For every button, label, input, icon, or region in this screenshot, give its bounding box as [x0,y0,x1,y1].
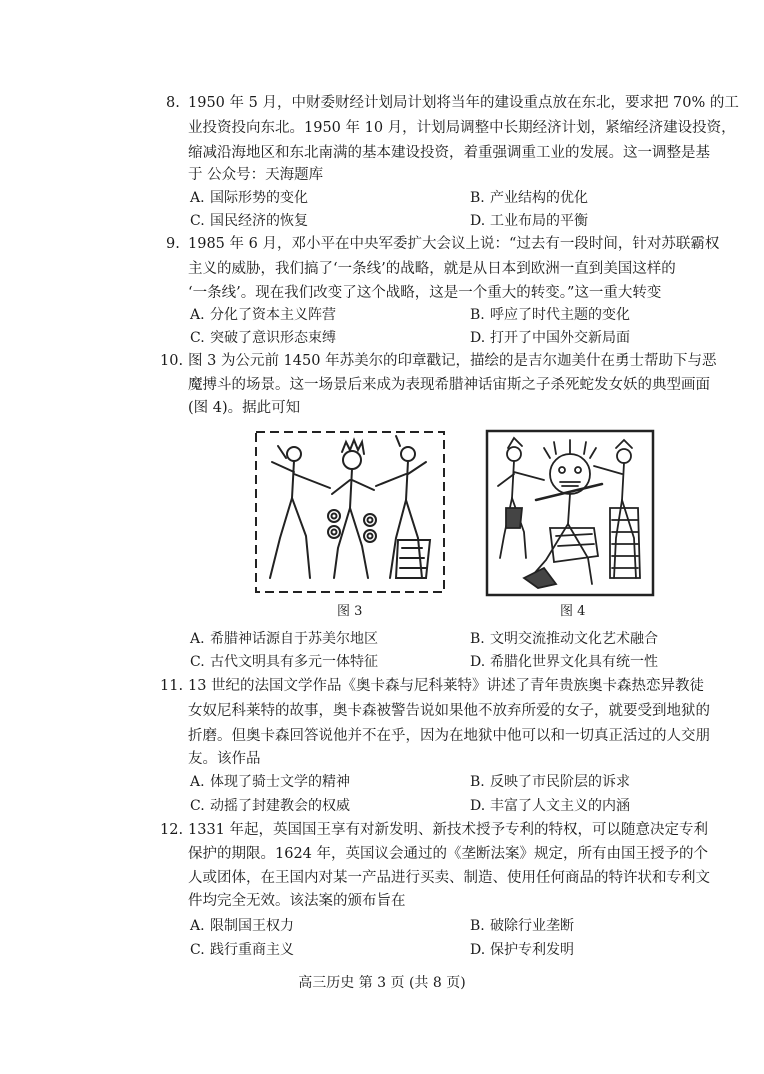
option-d[interactable]: D. 丰富了人文主义的内涵 [470,798,630,814]
question-line: 图 3 为公元前 1450 年苏美尔的印章戳记，描绘的是吉尔迦美什在勇士帮助下与恶 [188,353,717,369]
option-b[interactable]: B. 破除行业垄断 [470,918,574,934]
question-line: 人或团体，在王国内对某一产品进行买卖、制造、使用任何商品的特许状和专利文 [188,870,710,886]
question-number: 9. [166,236,180,252]
page-footer: 高三历史 第 3 页 (共 8 页) [298,975,466,991]
question-line: 于 公众号：天海题库 [188,167,324,183]
question-line: 13 世纪的法国文学作品《奥卡森与尼科莱特》讲述了青年贵族奥卡森热恋异教徒 [188,678,705,694]
option-b[interactable]: B. 呼应了时代主题的变化 [470,307,630,323]
option-b[interactable]: B. 文明交流推动文化艺术融合 [470,631,658,647]
question-number: 10. [160,353,184,369]
question-line: 主义的威胁，我们搞了‘一条线’的战略，就是从日本到欧洲一直到美国这样的 [188,261,676,277]
option-d[interactable]: D. 工业布局的平衡 [470,213,588,229]
option-d[interactable]: D. 希腊化世界文化具有统一性 [470,654,658,670]
question-line: ‘一条线’。现在我们改变了这个战略，这是一个重大的转变。”这一重大转变 [188,285,662,301]
figure-4-caption: 图 4 [560,604,586,619]
question-number: 8. [166,95,180,111]
figure-3-caption: 图 3 [337,604,363,619]
question-line: 保护的期限。1624 年，英国议会通过的《垄断法案》规定，所有由国王授予的个 [188,846,709,862]
figure-3-seal-impression [250,428,450,598]
option-a[interactable]: A. 国际形势的变化 [190,190,308,206]
option-d[interactable]: D. 打开了中国外交新局面 [470,330,630,346]
question-line: 女奴尼科莱特的故事，奥卡森被警告说如果他不放弃所爱的女子，就要受到地狱的 [188,703,710,719]
question-line: 折磨。但奥卡森回答说他并不在乎，因为在地狱中他可以和一切真正活过的人交朋 [188,728,710,744]
figure-4-greek-scene [484,428,656,598]
option-c[interactable]: C. 古代文明具有多元一体特征 [190,654,378,670]
question-number: 11. [160,678,184,694]
option-b[interactable]: B. 反映了市民阶层的诉求 [470,774,630,790]
question-line: 1985 年 6 月，邓小平在中央军委扩大会议上说：“过去有一段时间，针对苏联霸权 [188,236,720,252]
option-c[interactable]: C. 突破了意识形态束缚 [190,330,336,346]
option-a[interactable]: A. 希腊神话源自于苏美尔地区 [190,631,378,647]
question-line: (图 4)。据此可知 [188,400,301,416]
option-b[interactable]: B. 产业结构的优化 [470,190,588,206]
question-line: 1331 年起，英国国王享有对新发明、新技术授予专利的特权，可以随意决定专利 [188,822,709,838]
question-line: 件均完全无效。该法案的颁布旨在 [188,893,406,909]
option-c[interactable]: C. 践行重商主义 [190,942,294,958]
option-a[interactable]: A. 体现了骑士文学的精神 [190,774,350,790]
question-line: 友。该作品 [188,751,261,767]
option-c[interactable]: C. 动摇了封建教会的权威 [190,798,350,814]
question-line: 缩减沿海地区和东北南满的基本建设投资，着重强调重工业的发展。这一调整是基 [188,145,710,161]
option-a[interactable]: A. 限制国王权力 [190,918,294,934]
option-a[interactable]: A. 分化了资本主义阵营 [190,307,336,323]
question-number: 12. [160,822,184,838]
question-line: 魔搏斗的场景。这一场景后来成为表现希腊神话宙斯之子杀死蛇发女妖的典型画面 [188,377,710,393]
question-line: 业投资投向东北。1950 年 10 月，计划局调整中长期经济计划，紧缩经济建设投资， [188,120,736,136]
question-line: 1950 年 5 月，中财委财经计划局计划将当年的建设重点放在东北，要求把 70% 的工 [188,95,739,111]
option-d[interactable]: D. 保护专利发明 [470,942,574,958]
option-c[interactable]: C. 国民经济的恢复 [190,213,308,229]
